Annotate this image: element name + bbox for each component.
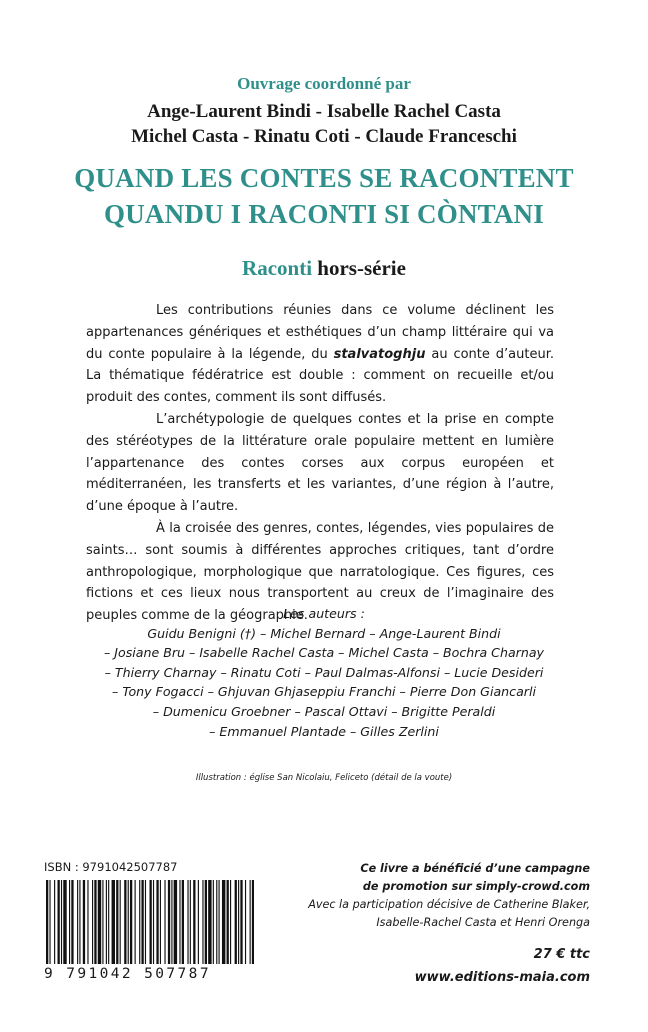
summary-p1-italic-term: stalvatoghju (333, 346, 426, 362)
promo-line-4: Isabelle-Rachel Casta et Henri Orenga (376, 916, 590, 929)
summary-paragraph-3: À la croisée des genres, contes, légendes, vies populaires de saints… sont soumis à différentes approches critiques, tant d’ordre anthropologique, morphologique que narratologique. Ces figures, ces fictions et ces lieux nous transportent au creux de l’imaginaire des peuples comme de la géographie. (86, 520, 554, 624)
barcode-bar (54, 880, 55, 964)
barcode-bar (102, 880, 103, 964)
barcode-image (44, 880, 254, 964)
barcode-bar (135, 880, 136, 964)
coordinated-by-label: Ouvrage coordonné par (237, 74, 411, 93)
barcode-bar (198, 880, 199, 964)
summary-paragraph-2: L’archétypologie de quelques contes et la prise en compte des stéréotypes de la littérature orale populaire mettent en lumière l’appartenance des contes corses aux corpus européen et méditerranéen, les transferts et les variantes, d’une région à l’autre, d’une époque à l’autre. (86, 411, 554, 515)
barcode-bar (205, 880, 207, 964)
barcode-bar (156, 880, 158, 964)
authors-line: – Emmanuel Plantade – Gilles Zerlini (209, 723, 439, 739)
barcode-bar (87, 880, 88, 964)
authors-line: – Tony Fogacci – Ghjuvan Ghjaseppiu Franchi – Pierre Don Giancarli (112, 684, 536, 700)
barcode-bar (222, 880, 225, 964)
authors-line: – Dumenicu Groebner – Pascal Ottavi – Brigitte Peraldi (152, 703, 496, 719)
barcode-bar (171, 880, 172, 964)
barcode-bar (174, 880, 177, 964)
series-name (0, 256, 648, 281)
barcode-bar (98, 880, 101, 964)
promo-line-1: Ce livre a bénéficié d’une campagne (360, 862, 590, 875)
barcode-digits: 9 791042 507787 (44, 966, 211, 982)
barcode-bar (112, 880, 115, 964)
barcode-bar (139, 880, 140, 964)
barcode-bar (106, 880, 107, 964)
barcode-bar (238, 880, 239, 964)
barcode-bar (193, 880, 195, 964)
barcode-bar (245, 880, 246, 964)
barcode-bar (145, 880, 146, 964)
isbn-label: ISBN : 9791042507787 (44, 860, 178, 874)
publisher-website: www.editions-maia.com (414, 970, 590, 985)
editors-line-1: Ange-Laurent Bindi - Isabelle Rachel Casta (147, 101, 501, 122)
authors-line: – Josiane Bru – Isabelle Rachel Casta – Michel Casta – Bochra Charnay (104, 645, 544, 661)
barcode-bar (124, 880, 126, 964)
price-label: 27 € ttc (533, 947, 590, 962)
barcode-bar (216, 880, 217, 964)
barcode-bar (83, 880, 85, 964)
barcode-bar (179, 880, 180, 964)
barcode-bar (213, 880, 214, 964)
barcode-bar (61, 880, 62, 964)
barcode-bar (58, 880, 60, 964)
barcode-bar (227, 880, 229, 964)
summary-paragraph-1 (86, 300, 554, 409)
barcode-bar (116, 880, 118, 964)
barcode-bar (187, 880, 188, 964)
summary-p1-end: au conte d’auteur. La thématique fédératrice est double : comment on recueille et/ou produit des contes, comment ils sont diffusés. (86, 346, 554, 406)
promo-line-3: Avec la participation décisive de Catherine Blaker, (308, 898, 590, 911)
barcode-bar (141, 880, 143, 964)
book-title-corsican: QUANDU I RACONTI SI CÒNTANI (104, 199, 544, 229)
barcode-bar (108, 880, 109, 964)
barcode-bar (208, 880, 211, 964)
barcode-bar (46, 880, 48, 964)
barcode-bar (168, 880, 170, 964)
barcode-bar (153, 880, 154, 964)
barcode-bar (235, 880, 237, 964)
series-title: Raconti (242, 256, 313, 280)
book-title-french: QUAND LES CONTES SE RACONTENT (74, 163, 574, 193)
barcode-bar (128, 880, 129, 964)
barcode-bar (63, 880, 66, 964)
authors-list (0, 604, 648, 741)
barcode-bar (252, 880, 254, 964)
barcode-bar (250, 880, 251, 964)
barcode-bar (94, 880, 96, 964)
summary-p1-start: Les contributions réunies dans ce volume déclinent les appartenances génériques et esthétiques d’un champ littéraire qui va du conte populaire à la légende, du (86, 303, 554, 362)
barcode-bar (182, 880, 184, 964)
authors-heading: Les auteurs : (283, 606, 365, 621)
barcode-bar (79, 880, 80, 964)
summary-text (86, 300, 554, 627)
barcode-bar (150, 880, 152, 964)
barcode-bar (190, 880, 191, 964)
barcode-bar (71, 880, 73, 964)
barcode-bar (230, 880, 231, 964)
barcode-bar (164, 880, 165, 964)
barcode-bar (219, 880, 220, 964)
illustration-credit: Illustration : église San Nicolaiu, Feliceto (détail de la voute) (195, 773, 453, 783)
barcode-bar (130, 880, 132, 964)
editors-line-2: Michel Casta - Rinatu Coti - Claude Franceschi (131, 126, 517, 147)
barcode-bar (202, 880, 203, 964)
series-suffix: hors-série (312, 256, 406, 280)
barcode-bar (120, 880, 121, 964)
barcode-bar (160, 880, 161, 964)
barcode-bar (92, 880, 93, 964)
promo-line-2: de promotion sur simply-crowd.com (362, 880, 590, 893)
authors-line: – Thierry Charnay – Rinatu Coti – Paul Dalmas-Alfonsi – Lucie Desideri (104, 664, 544, 680)
barcode-bar (77, 880, 78, 964)
barcode-bar (49, 880, 50, 964)
promotion-note (290, 860, 590, 932)
authors-line: Guidu Benigni (†) – Michel Bernard – Ange-Laurent Bindi (147, 625, 501, 641)
barcode-bar (69, 880, 70, 964)
barcode-bar (240, 880, 242, 964)
